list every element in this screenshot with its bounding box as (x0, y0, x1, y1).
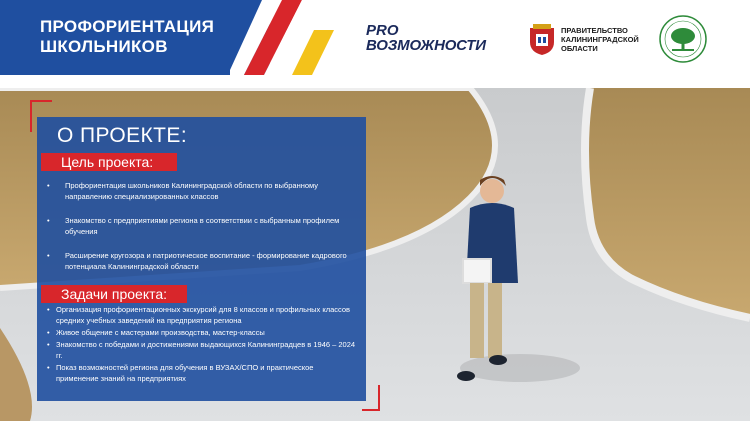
tasks-label: Задачи проекта: (41, 285, 187, 303)
header (0, 0, 750, 75)
goal-label: Цель проекта: (41, 153, 177, 171)
coat-of-arms-icon (527, 22, 557, 56)
goal-item: • Профориентация школьников Калининградской области по выбранному направлению специализированных классов (47, 180, 352, 202)
title-line-1: ПРОФОРИЕНТАЦИЯ (40, 17, 215, 36)
goal-item: • Знакомство с предприятиями региона в соответствии с выбранным профилем обучения (47, 215, 352, 237)
task-item: • Знакомство с победами и достижениями выдающихся Калининградцев в 1946 – 2024 гг. (47, 339, 357, 361)
task-item: • Организация профориентационных экскурсий для 8 классов и профильных классов средних учебных заведений на предприятия региона (47, 304, 357, 326)
eco-center-logo-icon (658, 14, 708, 64)
government-label (561, 26, 639, 53)
decorative-stripes (230, 0, 340, 75)
title-line-2: ШКОЛЬНИКОВ (40, 37, 168, 56)
gov-line-2: КАЛИНИНГРАДСКОЙ (561, 35, 639, 44)
panel-title: О ПРОЕКТЕ: (57, 124, 188, 147)
gov-line-3: ОБЛАСТИ (561, 44, 598, 53)
gov-line-1: ПРАВИТЕЛЬСТВО (561, 26, 628, 35)
task-list (47, 304, 357, 385)
pro-logo-top: PRO (366, 22, 399, 39)
pro-logo-bottom: ВОЗМОЖНОСТИ (366, 37, 486, 54)
task-item: • Живое общение с мастерами производства, мастер-классы (47, 327, 357, 338)
task-item: • Показ возможностей региона для обучения в ВУЗАХ/СПО и практическое применение знаний на предприятиях (47, 362, 357, 384)
project-info-panel (37, 117, 366, 401)
goal-item: • Расширение кругозора и патриотическое воспитание - формирование кадрового потенциала Калининградской области (47, 250, 352, 272)
goal-list (47, 180, 352, 285)
page-title (40, 17, 214, 57)
pro-vozmozhnosti-logo (366, 22, 506, 56)
